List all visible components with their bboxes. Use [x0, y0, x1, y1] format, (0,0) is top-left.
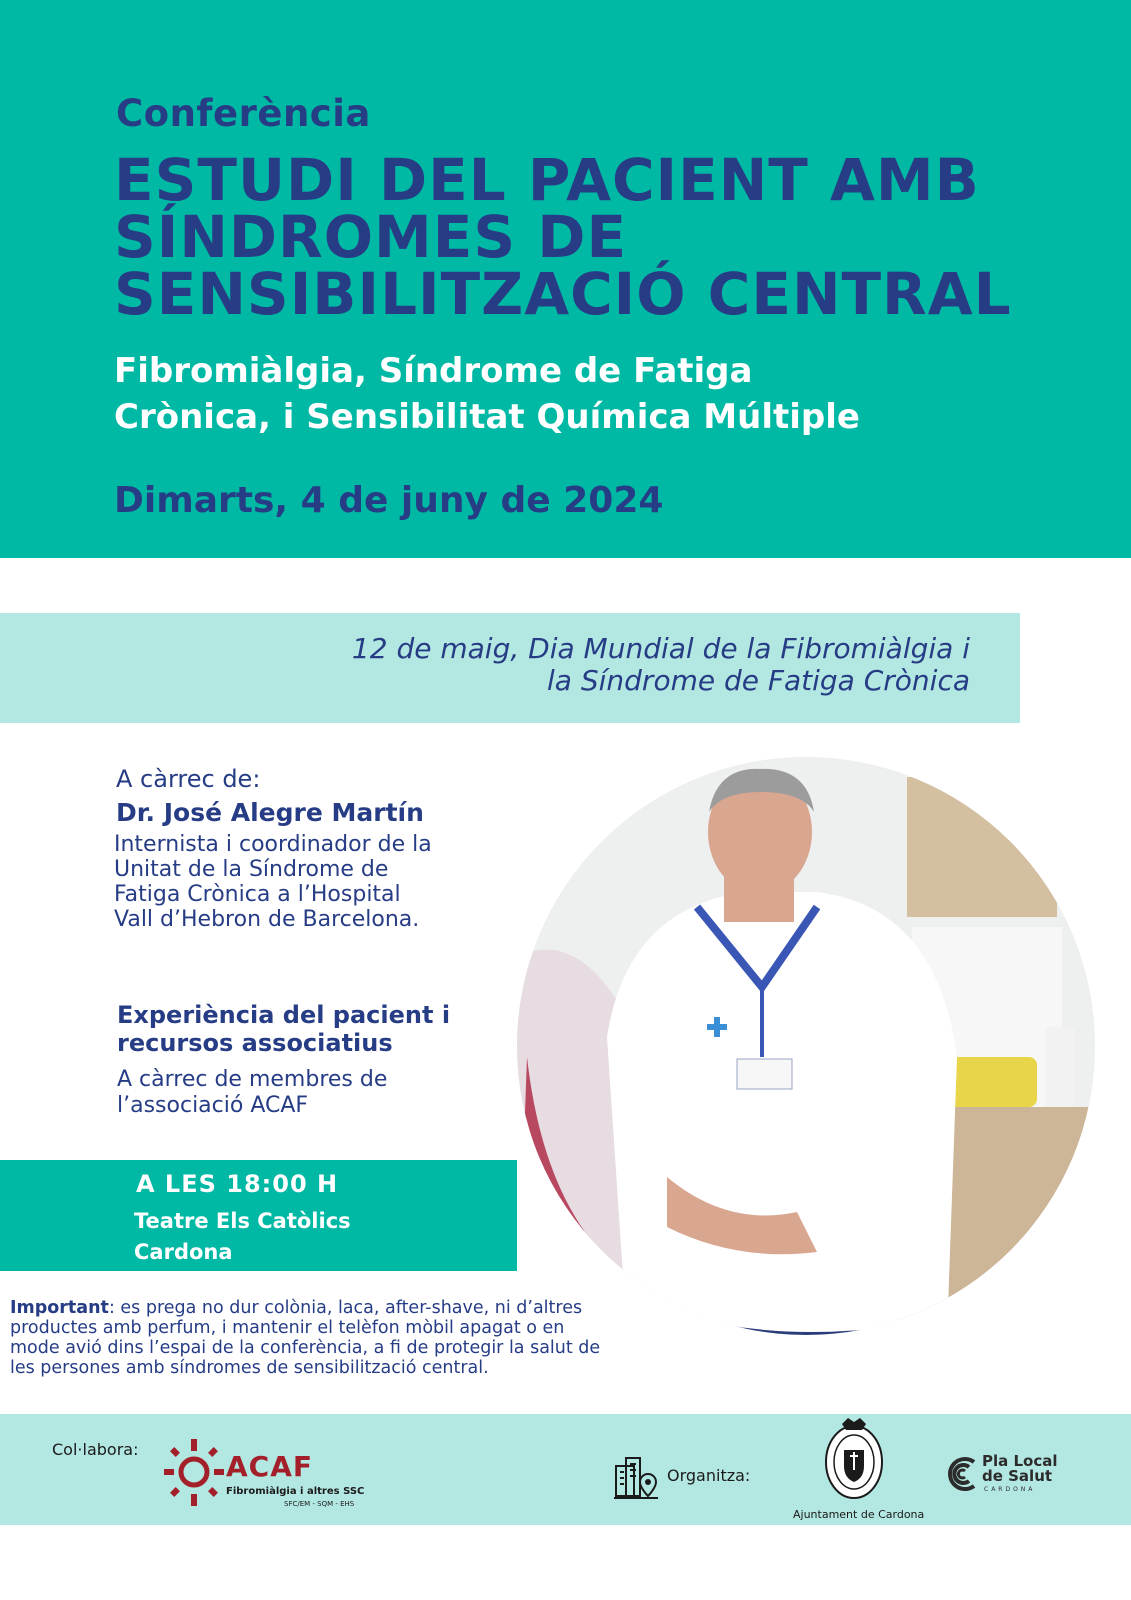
title-line: ESTUDI DEL PACIENT AMB [114, 146, 980, 214]
acaf-logo [164, 1436, 374, 1516]
venue-line: Cardona [134, 1240, 233, 1264]
conference-subtitle [114, 348, 1094, 440]
experience-description [117, 1067, 497, 1119]
speaker-bio [114, 832, 494, 932]
band-line: 12 de maig, Dia Mundial de la Fibromiàlgia i [351, 632, 970, 665]
speaker-photo [517, 757, 1095, 1335]
subtitle-line: Crònica, i Sensibilitat Química Múltiple [114, 397, 860, 437]
bio-line: Fatiga Crònica a l’Hospital [114, 882, 401, 907]
experience-desc-line: l’associació ACAF [117, 1093, 309, 1118]
ajuntament-label: Ajuntament de Cardona [793, 1508, 925, 1521]
event-venue [134, 1206, 351, 1268]
subtitle-line: Fibromiàlgia, Síndrome de Fatiga [114, 351, 753, 391]
header-banner [0, 0, 1131, 558]
pla-line: de Salut [982, 1467, 1053, 1485]
bio-line: Unitat de la Síndrome de [114, 857, 389, 882]
speaker-photo-illustration [517, 757, 1095, 1335]
world-day-band [0, 613, 1020, 723]
organizes-label: Organitza: [667, 1466, 751, 1485]
important-text: : es prega no dur colònia, laca, after-shave, ni d’altres productes amb perfum, i mantenir el telèfon mòbil apagat o en mode avió dins l’espai de la conferència, a fi de protegir la salut de les persones amb síndromes de sensibilització central. [10, 1298, 601, 1378]
venue-line: Teatre Els Catòlics [134, 1209, 351, 1233]
experience-title [117, 1001, 497, 1057]
pla-line: Pla Local [982, 1452, 1058, 1470]
speaker-by-label: A càrrec de: [116, 765, 261, 793]
time-venue-box [0, 1160, 517, 1271]
building-location-icon [614, 1456, 660, 1500]
acaf-sun-logo-icon [164, 1436, 224, 1516]
experience-title-line: Experiència del pacient i [117, 1001, 451, 1029]
event-time: A LES 18:00 H [136, 1170, 339, 1198]
world-day-text [270, 633, 970, 697]
event-date: Dimarts, 4 de juny de 2024 [114, 480, 664, 521]
collaborates-label: Col·labora: [52, 1440, 139, 1459]
ajuntament-seal-icon [822, 1416, 886, 1502]
experience-title-line: recursos associatius [117, 1029, 393, 1057]
event-type-label: Conferència [116, 92, 371, 135]
title-line: SENSIBILITZACIÓ CENTRAL [114, 260, 1012, 328]
footer-logos [0, 1414, 1131, 1525]
pla-salut-name [982, 1454, 1058, 1484]
pla-salut-logo-icon [944, 1454, 980, 1494]
acaf-subtitle: Fibromiàlgia i altres SSC [226, 1486, 365, 1497]
experience-desc-line: A càrrec de membres de [117, 1067, 388, 1092]
conference-title [114, 146, 1114, 328]
speaker-name: Dr. José Alegre Martín [116, 798, 424, 827]
bio-line: Vall d’Hebron de Barcelona. [114, 907, 420, 932]
acaf-name: ACAF [226, 1450, 314, 1483]
band-line: la Síndrome de Fatiga Crònica [547, 664, 970, 697]
title-line: SÍNDROMES DE [114, 203, 628, 271]
important-label: Important [10, 1298, 109, 1318]
important-note [10, 1298, 610, 1378]
pla-salut-subtitle: CARDONA [984, 1486, 1036, 1493]
acaf-subtitle-2: SFC/EM - SQM - EHS [284, 1500, 355, 1508]
bio-line: Internista i coordinador de la [114, 832, 432, 857]
